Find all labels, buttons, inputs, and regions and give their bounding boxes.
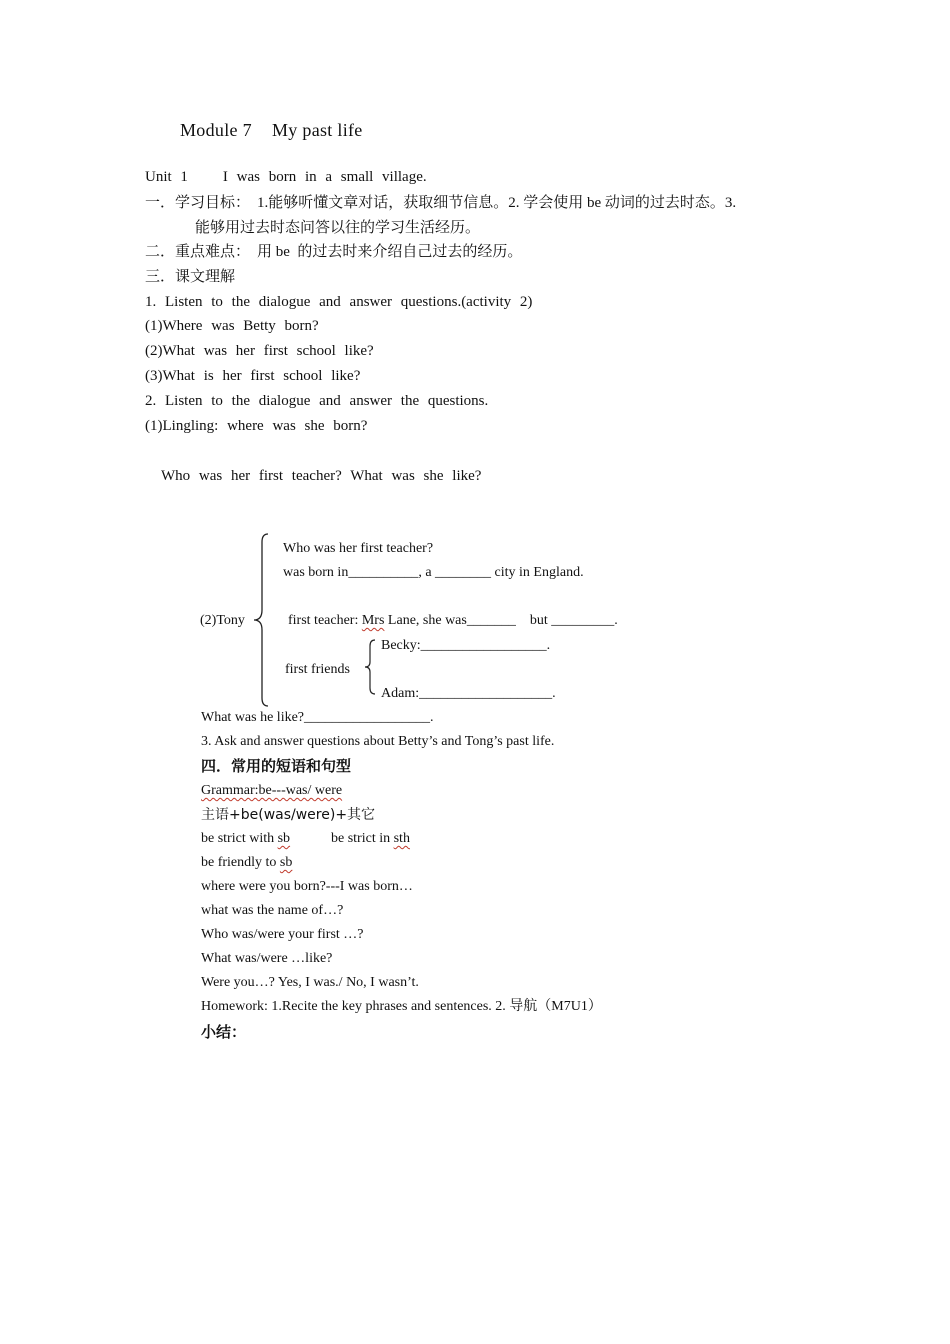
- question1-item: (1)Where was Betty born?: [145, 318, 319, 334]
- tony-line-born: was born in__________, a ________ city in England.: [283, 565, 584, 580]
- question1-item: (3)What is her first school like?: [145, 368, 361, 384]
- first-teacher-rest: Lane, she was_______ but _________.: [384, 613, 618, 628]
- page-title: My past life: [272, 120, 363, 140]
- tony-line-first-teacher: [288, 612, 618, 630]
- sentence-pattern: what was the name of…?: [201, 903, 344, 918]
- phrase-abbrev: sb: [279, 855, 293, 870]
- phrase-friendly-to: [201, 854, 292, 872]
- section2-text: 用 be 的过去时来介绍自己过去的经历。: [257, 244, 523, 260]
- small-brace-icon: [362, 638, 378, 696]
- unit-heading: Unit 1 I was born in a small village.: [145, 169, 427, 185]
- phrase-text: be strict with: [201, 831, 278, 846]
- phrase-strict-with: [201, 830, 290, 848]
- summary-label: 小结：: [201, 1023, 247, 1041]
- question2-heading: 2. Listen to the dialogue and answer the questions.: [145, 393, 489, 409]
- module-label: Module 7: [180, 120, 252, 140]
- phrase-abbrev: sth: [393, 831, 410, 846]
- section1-label: 一．学习目标：: [145, 195, 251, 211]
- phrase-text: be friendly to: [201, 855, 280, 870]
- phrase-text: be strict in: [331, 831, 394, 846]
- question1-heading: 1. Listen to the dialogue and answer questions.(activity 2): [145, 294, 533, 310]
- friend-becky: Becky:__________________.: [381, 638, 551, 653]
- section3-label: 三．课文理解: [145, 269, 236, 285]
- section2-label: 二．重点难点：: [145, 244, 251, 260]
- sentence-pattern: What was/were …like?: [201, 951, 333, 966]
- tony-label: (2)Tony: [200, 613, 245, 628]
- section1-objectives: 1.能够听懂文章对话，获取细节信息。2. 学会使用 be 动词的过去时态。3.: [257, 195, 737, 211]
- first-teacher-prefix: first teacher:: [288, 613, 362, 628]
- he-like-question: What was he like?__________________.: [201, 710, 434, 725]
- friend-adam: Adam:___________________.: [381, 686, 556, 701]
- teacher-title: Mrs: [361, 613, 385, 628]
- section4-label: 四．常用的短语和句型: [201, 757, 352, 775]
- tony-line-teacher-question: Who was her first teacher?: [283, 541, 434, 556]
- phrase-strict-in: [331, 830, 410, 848]
- question1-item: (2)What was her first school like?: [145, 343, 374, 359]
- section1-objectives-cont: 能够用过去时态问答以往的学习生活经历。: [195, 220, 481, 236]
- question2-subitem: Who was her first teacher? What was she like?: [161, 468, 482, 484]
- sentence-pattern: where were you born?---I was born…: [201, 879, 413, 894]
- grammar-formula: 主语+be(was/were)+其它: [201, 807, 376, 823]
- large-brace-icon: [250, 532, 272, 708]
- first-friends-label: first friends: [285, 662, 350, 677]
- phrase-abbrev: sb: [277, 831, 291, 846]
- homework-line: Homework: 1.Recite the key phrases and sentences. 2. 导航（M7U1）: [201, 999, 602, 1014]
- question2-item: (1)Lingling: where was she born?: [145, 418, 368, 434]
- question3: 3. Ask and answer questions about Betty’s and Tong’s past life.: [201, 734, 555, 749]
- grammar-line: Grammar:be---was/ were: [201, 783, 343, 798]
- sentence-pattern: Who was/were your first …?: [201, 927, 364, 942]
- sentence-pattern: Were you…? Yes, I was./ No, I wasn’t.: [201, 975, 419, 990]
